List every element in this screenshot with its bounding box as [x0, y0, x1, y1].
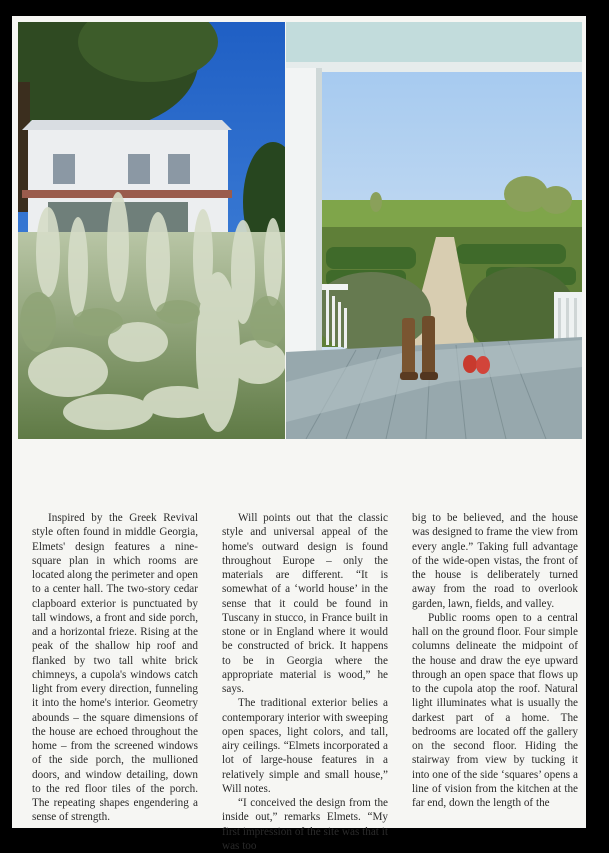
column-3-paragraph-2: Public rooms open to a central hall on the ground floor. Four simple columns delineate the midpoint of the house and draw the eye upward through an open space that flows up to the cupola atop the roof. Natural light illuminates what is usually the darkest part of a home. The bedrooms are located off the gallery on the second floor. Hiding the stairway from view by tucking it into one of the side ‘squares’ opens a line of vision from the kitchen at the far end, down the length of the	[412, 611, 578, 809]
column-2-paragraph-1: Will points out that the classic style and universal appeal of the home's outward design is found throughout Europe – only the materials are different. “It is somewhat of a ‘world house’ in the sense that it could be found in Tuscany in stucco, in France built in stone or in England where it would be constructed of brick. It happens to be in Georgia where the appropriate material is wood,” he says.	[222, 512, 388, 695]
column-2-paragraph-2: The traditional exterior belies a contemporary interior with sweeping open spaces, light colors, and tall, airy ceilings. “Elmets incorporated a lot of large-house features in a relatively simple and small house,” Will notes.	[222, 697, 388, 795]
article-column-1	[32, 511, 198, 853]
article-column-2	[222, 511, 388, 853]
house-garden-photo	[18, 22, 285, 439]
column-3-paragraph-1: big to be believed, and the house was designed to frame the view from every angle.” Taking full advantage of the wide-open vistas, the front of the house is deliberately turned away from the road to overlook garden, lawn, fields, and valley.	[412, 512, 578, 610]
article-columns	[32, 511, 578, 853]
column-2-paragraph-3: “I conceived the design from the inside out,” remarks Elmets. “My first impression of the site was that it was too	[222, 797, 388, 852]
article-column-3	[412, 511, 578, 853]
porch-garden-photo	[286, 22, 582, 439]
magazine-page	[12, 16, 586, 852]
column-1-paragraph: Inspired by the Greek Revival style often found in middle Georgia, Elmets' design features a nine-square plan in which rooms are located along the perimeter and open to a center hall. The two-story cedar clapboard exterior is punctuated by tall windows, a front and side porch, and a horizontal frieze. Rising at the peak of the shallow hip roof and flanked by two tall white brick chimneys, a cupola's windows catch light from every direction, funneling it into the home's interior. Geometry abounds – the square dimensions of the house are echoed throughout the home – from the screened windows of the side porch, the mullioned doors, and window detailing, down to the red floor tiles of the porch. The repeating shapes engendering a sense of strength.	[32, 512, 198, 824]
